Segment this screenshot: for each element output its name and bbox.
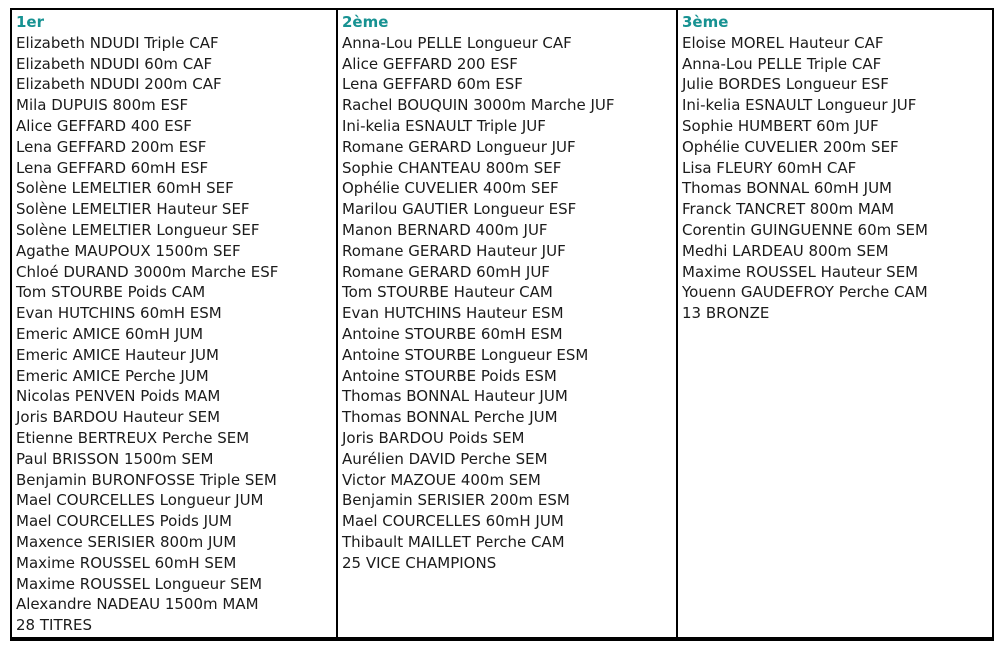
result-row: Julie BORDES Longueur ESF xyxy=(682,75,889,94)
second-place-summary: 25 VICE CHAMPIONS xyxy=(342,553,497,572)
result-row: Benjamin BURONFOSSE Triple SEM xyxy=(16,470,277,489)
column-third-place xyxy=(676,10,992,637)
result-row: Maxime ROUSSEL 60mH SEM xyxy=(16,553,237,572)
result-row: Antoine STOURBE Longueur ESM xyxy=(342,345,589,364)
result-row: Solène LEMELTIER 60mH SEF xyxy=(16,179,234,198)
result-row: Tom STOURBE Hauteur CAM xyxy=(342,283,553,302)
result-row: Thomas BONNAL 60mH JUM xyxy=(682,179,892,198)
result-row: Maxime ROUSSEL Longueur SEM xyxy=(16,574,263,593)
result-row: Etienne BERTREUX Perche SEM xyxy=(16,428,250,447)
result-row: Romane GERARD 60mH JUF xyxy=(342,262,550,281)
medal-table xyxy=(10,8,994,641)
result-row: Maxence SERISIER 800m JUM xyxy=(16,532,237,551)
column-header-first-place: 1er xyxy=(16,13,45,31)
result-row: Romane GERARD Hauteur JUF xyxy=(342,241,566,260)
result-row: Ophélie CUVELIER 400m SEF xyxy=(342,179,559,198)
result-row: Emeric AMICE Hauteur JUM xyxy=(16,345,219,364)
result-row: Chloé DURAND 3000m Marche ESF xyxy=(16,262,279,281)
result-row: Lena GEFFARD 200m ESF xyxy=(16,137,207,156)
result-row: Youenn GAUDEFROY Perche CAM xyxy=(682,283,928,302)
result-row: Elizabeth NDUDI 60m CAF xyxy=(16,54,213,73)
result-row: Nicolas PENVEN Poids MAM xyxy=(16,387,221,406)
result-row: Medhi LARDEAU 800m SEM xyxy=(682,241,889,260)
column-first-place xyxy=(12,10,336,637)
result-row: Elizabeth NDUDI 200m CAF xyxy=(16,75,222,94)
result-row: Ini-kelia ESNAULT Triple JUF xyxy=(342,116,546,135)
result-row: Tom STOURBE Poids CAM xyxy=(16,283,206,302)
first-place-list xyxy=(16,33,334,615)
result-row: Evan HUTCHINS Hauteur ESM xyxy=(342,304,564,323)
result-row: Manon BERNARD 400m JUF xyxy=(342,220,548,239)
third-place-list xyxy=(682,33,990,303)
result-row: Solène LEMELTIER Hauteur SEF xyxy=(16,200,250,219)
result-row: Alice GEFFARD 200 ESF xyxy=(342,54,518,73)
result-row: Lisa FLEURY 60mH CAF xyxy=(682,158,857,177)
result-row: Maxime ROUSSEL Hauteur SEM xyxy=(682,262,919,281)
third-place-summary: 13 BRONZE xyxy=(682,304,770,323)
result-row: Anna-Lou PELLE Triple CAF xyxy=(682,54,882,73)
column-second-place xyxy=(336,10,676,637)
result-row: Mael COURCELLES Longueur JUM xyxy=(16,491,264,510)
result-row: Alice GEFFARD 400 ESF xyxy=(16,116,192,135)
result-row: Joris BARDOU Hauteur SEM xyxy=(16,408,221,427)
result-row: Corentin GUINGUENNE 60m SEM xyxy=(682,220,928,239)
result-row: Mila DUPUIS 800m ESF xyxy=(16,96,189,115)
result-row: Thomas BONNAL Perche JUM xyxy=(342,408,558,427)
result-row: Elizabeth NDUDI Triple CAF xyxy=(16,33,219,52)
result-row: Anna-Lou PELLE Longueur CAF xyxy=(342,33,572,52)
result-row: Joris BARDOU Poids SEM xyxy=(342,428,525,447)
result-row: Lena GEFFARD 60m ESF xyxy=(342,75,523,94)
result-row: Agathe MAUPOUX 1500m SEF xyxy=(16,241,241,260)
result-row: Rachel BOUQUIN 3000m Marche JUF xyxy=(342,96,615,115)
result-row: Franck TANCRET 800m MAM xyxy=(682,200,895,219)
result-row: Ini-kelia ESNAULT Longueur JUF xyxy=(682,96,917,115)
column-header-third-place: 3ème xyxy=(682,13,729,31)
result-row: Antoine STOURBE Poids ESM xyxy=(342,366,557,385)
result-row: Thibault MAILLET Perche CAM xyxy=(342,532,565,551)
result-row: Benjamin SERISIER 200m ESM xyxy=(342,491,570,510)
result-row: Alexandre NADEAU 1500m MAM xyxy=(16,595,259,614)
result-row: Mael COURCELLES Poids JUM xyxy=(16,512,232,531)
result-row: Sophie HUMBERT 60m JUF xyxy=(682,116,879,135)
result-row: Ophélie CUVELIER 200m SEF xyxy=(682,137,899,156)
result-row: Paul BRISSON 1500m SEM xyxy=(16,449,214,468)
result-row: Victor MAZOUE 400m SEM xyxy=(342,470,541,489)
result-row: Antoine STOURBE 60mH ESM xyxy=(342,324,563,343)
column-header-second-place: 2ème xyxy=(342,13,389,31)
result-row: Eloise MOREL Hauteur CAF xyxy=(682,33,884,52)
result-row: Lena GEFFARD 60mH ESF xyxy=(16,158,209,177)
result-row: Romane GERARD Longueur JUF xyxy=(342,137,576,156)
result-row: Solène LEMELTIER Longueur SEF xyxy=(16,220,260,239)
second-place-list xyxy=(342,33,674,553)
result-row: Thomas BONNAL Hauteur JUM xyxy=(342,387,568,406)
result-row: Emeric AMICE Perche JUM xyxy=(16,366,209,385)
result-row: Emeric AMICE 60mH JUM xyxy=(16,324,204,343)
result-row: Aurélien DAVID Perche SEM xyxy=(342,449,548,468)
first-place-summary: 28 TITRES xyxy=(16,616,93,635)
result-row: Sophie CHANTEAU 800m SEF xyxy=(342,158,562,177)
result-row: Marilou GAUTIER Longueur ESF xyxy=(342,200,577,219)
result-row: Mael COURCELLES 60mH JUM xyxy=(342,512,564,531)
result-row: Evan HUTCHINS 60mH ESM xyxy=(16,304,222,323)
